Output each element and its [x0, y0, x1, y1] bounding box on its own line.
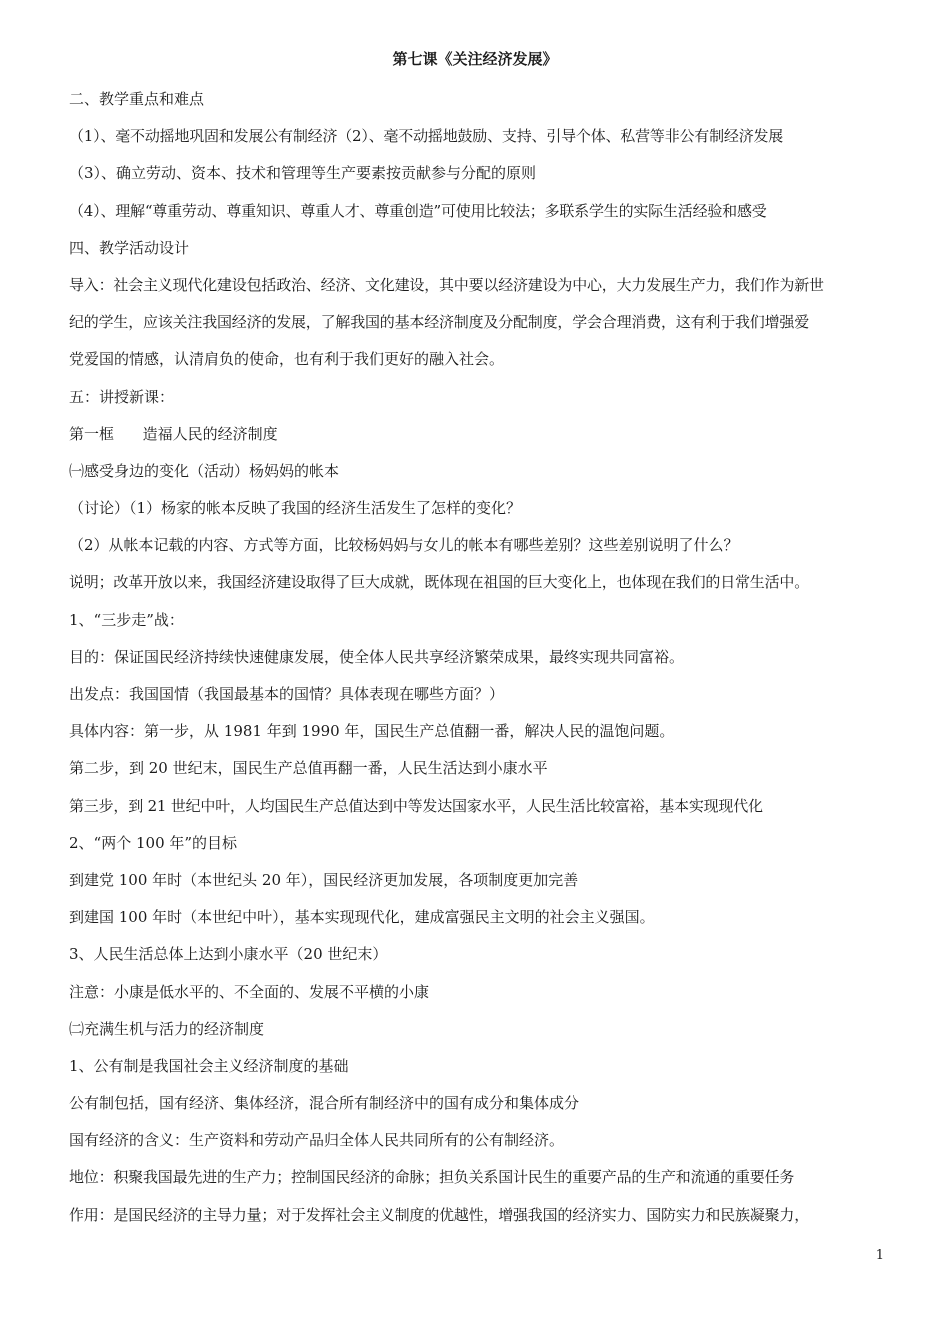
text-line: 3、人民生活总体上达到小康水平（20 世纪末）	[69, 945, 388, 964]
text-line: 导入：社会主义现代化建设包括政治、经济、文化建设，其中要以经济建设为中心，大力发展生产力，我们作为新世	[69, 275, 824, 294]
text-line: 1、公有制是我国社会主义经济制度的基础	[69, 1056, 349, 1075]
text-line: ㈠感受身边的变化（活动）杨妈妈的帐本	[69, 461, 340, 480]
text-line: 2、“两个 100 年”的目标	[69, 833, 238, 852]
text-line: 到建国 100 年时（本世纪中叶），基本实现现代化，建成富强民主文明的社会主义强国。	[69, 908, 655, 927]
text-line: 第一框 造福人民的经济制度	[69, 424, 278, 443]
text-line: 四、教学活动设计	[69, 238, 190, 257]
text-line: 第三步，到 21 世纪中叶，人均国民生产总值达到中等发达国家水平，人民生活比较富裕，基本实现现代化	[69, 796, 763, 815]
text-line: 国有经济的含义：生产资料和劳动产品归全体人民共同所有的公有制经济。	[69, 1131, 565, 1150]
text-line: 五：讲授新课：	[69, 387, 175, 406]
text-line: 说明；改革开放以来，我国经济建设取得了巨大成就，既体现在祖国的巨大变化上，也体现在我们的日常生活中。	[69, 573, 810, 592]
text-line: 第二步，到 20 世纪末，国民生产总值再翻一番，人民生活达到小康水平	[69, 759, 548, 778]
text-line: 到建党 100 年时（本世纪头 20 年），国民经济更加发展，各项制度更加完善	[69, 870, 579, 889]
text-line: 目的：保证国民经济持续快速健康发展，使全体人民共享经济繁荣成果，最终实现共同富裕。	[69, 647, 685, 666]
text-line: 公有制包括，国有经济、集体经济，混合所有制经济中的国有成分和集体成分	[69, 1094, 580, 1113]
text-line: （讨论）（1）杨家的帐本反映了我国的经济生活发生了怎样的变化？	[69, 499, 522, 518]
document-body	[69, 86, 889, 1239]
text-line: ㈡充满生机与活力的经济制度	[69, 1019, 265, 1038]
text-line: 纪的学生，应该关注我国经济的发展，了解我国的基本经济制度及分配制度，学会合理消费，这有利于我们增强爱	[69, 313, 810, 332]
text-line: 出发点：我国国情（我国最基本的国情？具体表现在哪些方面？）	[69, 685, 505, 703]
text-line: 1、“三步走”战：	[69, 610, 184, 629]
page-number: 1	[875, 1248, 884, 1263]
text-line: 地位：积聚我国最先进的生产力；控制国民经济的命脉；担负关系国计民生的重要产品的生产和流通的重要任务	[69, 1168, 795, 1187]
text-line: 二、教学重点和难点	[69, 90, 205, 108]
page-title: 第七课《关注经济发展》	[392, 50, 558, 68]
text-line: （4）、理解“尊重劳动、尊重知识、尊重人才、尊重创造”可使用比较法；多联系学生的实际生活经验和感受	[69, 201, 767, 220]
text-line: 注意：小康是低水平的、不全面的、发展不平横的小康	[69, 982, 430, 1001]
text-line: 具体内容：第一步，从 1981 年到 1990 年，国民生产总值翻一番，解决人民的温饱问题。	[69, 722, 675, 741]
text-line: （2）从帐本记载的内容、方式等方面，比较杨妈妈与女儿的帐本有哪些差别？这些差别说明了什么？	[69, 536, 739, 555]
text-line: （1）、毫不动摇地巩固和发展公有制经济（2）、毫不动摇地鼓励、支持、引导个体、私营等非公有制经济发展	[69, 127, 784, 146]
text-line: 党爱国的情感，认清肩负的使命，也有利于我们更好的融入社会。	[69, 350, 505, 369]
text-line: 作用：是国民经济的主导力量；对于发挥社会主义制度的优越性，增强我国的经济实力、国防实力和民族凝聚力，	[69, 1205, 810, 1224]
text-line: （3）、确立劳动、资本、技术和管理等生产要素按贡献参与分配的原则	[69, 164, 537, 183]
